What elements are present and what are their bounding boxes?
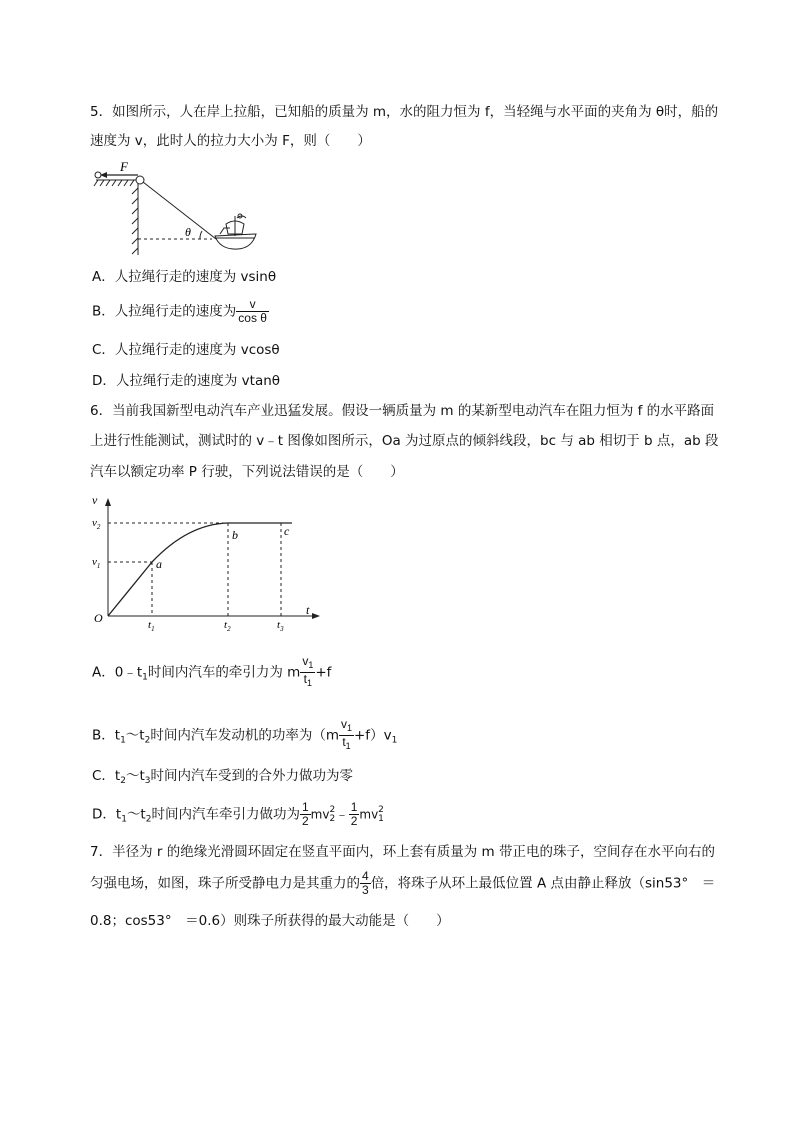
q6-stem-line1: 6．当前我国新型电动汽车产业迅猛发展。假设一辆质量为 m 的某新型电动汽车在阻力恒为 f 的水平路面 (90, 403, 715, 419)
t1-label: $t_1$ (148, 619, 155, 632)
q7-stem-line1: 7．半径为 r 的绝缘光滑圆环固定在竖直平面内，环上套有质量为 m 带正电的珠子，空间存在水平向右的 (90, 844, 715, 860)
v-axis-label: v (92, 493, 98, 507)
q5-option-d: D．人拉绳行走的速度为 vtanθ (92, 373, 281, 389)
point-b-label: b (232, 528, 238, 542)
q5-option-a: A．人拉绳行走的速度为 vsinθ (92, 269, 277, 285)
t3-label: $t_3$ (277, 619, 284, 632)
boat-icon (215, 214, 256, 249)
point-c-label: c (284, 524, 290, 538)
q6-stem-line2: 上进行性能测试，测试时的 v﹣t 图像如图所示，Oa 为过原点的倾斜线段，bc 与 ab 相切于 b 点，ab 段 (90, 433, 719, 449)
q6-option-d: D．$t_1\sim t_2$时间内汽车牵引力做功为 $\frac{1}{2}$ mv 2 2 ﹣ $\frac{1}{2}$ mv 2 1 (92, 800, 384, 828)
q6-stem-line3: 汽车以额定功率 P 行驶，下列说法错误的是（ ） (90, 464, 404, 480)
guide-lines (108, 523, 281, 616)
force-label: F (120, 159, 128, 174)
t-axis-label: t (306, 603, 310, 617)
v1-label: $v_1$ (92, 556, 101, 570)
angle-label: θ (185, 225, 191, 239)
q6-vt-graph (88, 492, 328, 632)
q6-option-b: B．$t_1\sim t_2$时间内汽车发动机的功率为（m $\frac{v_1}{t_1}$ $+f)v_1$ (92, 717, 398, 751)
rope (143, 182, 216, 239)
vt-curve (108, 523, 292, 616)
q5-option-c: C．人拉绳行走的速度为 vcosθ (92, 342, 280, 358)
q5-option-b: B．人拉绳行走的速度为 $\frac{v}{\text{cos θ}}$ (92, 297, 267, 325)
v2-label: $v_2$ (92, 517, 101, 531)
q5-stem-line2: 速度为 v，此时人的拉力大小为 F，则（ ） (90, 133, 371, 149)
q6-option-a: A．$0﹣t_1$时间内汽车的牵引力为 m $\frac{v_1}{t_1}$ +f (92, 654, 332, 688)
q7-stem-line3: 0.8；cos53° ＝0.6）则珠子所获得的最大动能是（ ） (90, 913, 450, 929)
q7-stem-line2: 匀强电场，如图，珠子所受静电力是其重力的 $\frac{4}{3}$ 倍，将珠子从环上最低位置 A 点由静止释放（sin53° ＝ (90, 869, 716, 897)
q6-option-c: C．$t_2\sim t_3$时间内汽车受到的合外力做功为零 (92, 768, 353, 786)
t2-label: $t_2$ (224, 619, 231, 632)
point-a-label: a (156, 557, 162, 571)
pulley-icon (136, 176, 144, 184)
q5-stem-line1: 5．如图所示，人在岸上拉船，已知船的质量为 m，水的阻力恒为 f，当轻绳与水平面的夹角为 θ时，船的 (90, 104, 719, 120)
q5-boat-figure (90, 158, 270, 258)
origin-label: O (94, 611, 103, 625)
bank-hatching (94, 180, 138, 255)
